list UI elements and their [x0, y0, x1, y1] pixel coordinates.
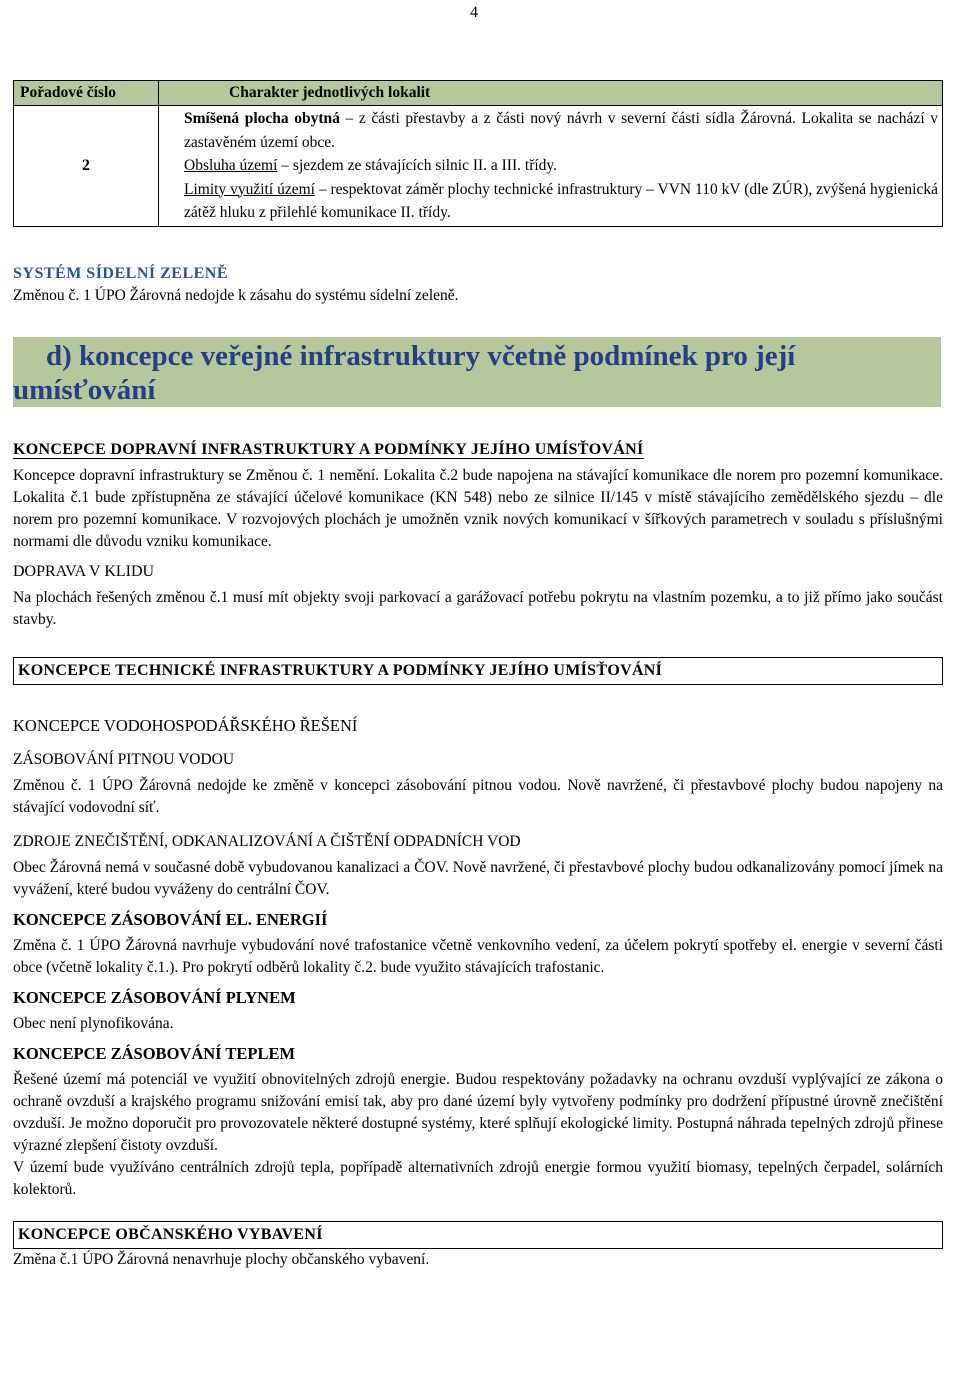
- service-label: Obsluha území: [184, 157, 278, 174]
- heat-text-1: Řešené území má potenciál ve využití obnovitelných zdrojů energie. Budou respektovány požadavky na ochranu ovzduší vyplývající ze zákona o ochraně ovzduší a krajského programu snižování emisí tak, aby pro dané území byly vytvořeny podmínky pro dodržení přípustné úrovně znečištění ovzduší. Je možno doporučit pro provozovatele některé dostupné systémy, které splňují ekologické limity. Postupná náhrada tepelných zdrojů přinese výrazné zlepšení čistoty ovzduší.: [13, 1070, 943, 1154]
- page-number: 4: [470, 4, 478, 21]
- civic-heading: KONCEPCE OBČANSKÉHO VYBAVENÍ: [13, 1221, 943, 1249]
- electricity-text: Změna č. 1 ÚPO Žárovná navrhuje vybudování nové trafostanice včetně venkovního vedení, za účelem pokrytí spotřeby el. energie v severní části obce (včetně lokality č.1.). Pro pokrytí odběrů lokality č.2. bude využito stávajících trafostanic.: [13, 936, 943, 976]
- chapter-heading: d) koncepce veřejné infrastruktury včetně podmínek pro její umísťování: [13, 337, 941, 407]
- technical-heading: KONCEPCE TECHNICKÉ INFRASTRUKTURY A PODMÍNKY JEJÍHO UMÍSŤOVÁNÍ: [13, 657, 943, 685]
- sewage-heading: ZDROJE ZNEČIŠTĚNÍ, ODKANALIZOVÁNÍ A ČIŠTĚNÍ ODPADNÍCH VOD: [13, 832, 521, 850]
- limits-label: Limity využití území: [184, 180, 315, 198]
- greenery-text: Změnou č. 1 ÚPO Žárovná nedojde k zásahu do systému sídelní zeleně.: [13, 286, 459, 304]
- heat-heading: KONCEPCE ZÁSOBOVÁNÍ TEPLEM: [13, 1043, 296, 1063]
- electricity-heading: KONCEPCE ZÁSOBOVÁNÍ EL. ENERGIÍ: [13, 909, 328, 929]
- water-heading: KONCEPCE VODOHOSPODÁŘSKÉHO ŘEŠENÍ: [13, 715, 358, 735]
- transport-text: Koncepce dopravní infrastruktury se Změnou č. 1 nemění. Lokalita č.2 bude napojena na stávající komunikace dle norem pro pozemní komunikace. Lokalita č.1 bude zpřístupněna ze stávající účelové komunikace (KN 548) nebo ze silnice II/145 v místě stávajícího zemědělského sjezdu – dle norem pro pozemní komunikace. V rozvojových plochách je umožněn vznik nových komunikací v šířkových parametrech v souladu s příslušnými normami dle důvodu vzniku komunikace.: [13, 466, 943, 550]
- parking-text: Na plochách řešených změnou č.1 musí mít objekty svoji parkovací a garážovací potřebu pokrytu na vlastním pozemku, a to již přímo jako součást stavby.: [13, 588, 943, 628]
- locality-table: [13, 80, 943, 227]
- locality-description: Smíšená plocha obytná – z části přestavby a z části nový návrh v severní části sídla Žárovná. Lokalita se nachází v zastavěném území obce. Obsluha území – sjezdem ze stávajících silnic II. a III. třídy. Limity využití území – respektovat záměr plochy technické infrastruktury – VVN 110 kV (dle ZÚR), zvýšená hygienická zátěž hluku z přilehlé komunikace II. třídy.: [159, 106, 943, 227]
- document-content: [13, 80, 943, 1271]
- parking-heading: DOPRAVA V KLIDU: [13, 562, 155, 580]
- water-supply-heading: ZÁSOBOVÁNÍ PITNOU VODOU: [13, 750, 235, 768]
- table-row: [14, 106, 943, 227]
- transport-heading: KONCEPCE DOPRAVNÍ INFRASTRUKTURY A PODMÍNKY JEJÍHO UMÍSŤOVÁNÍ: [13, 440, 644, 458]
- table-header-character: Charakter jednotlivých lokalit: [159, 81, 943, 106]
- civic-text: Změna č.1 ÚPO Žárovná nenavrhuje plochy občanského vybavení.: [13, 1250, 430, 1268]
- locality-type: Smíšená plocha obytná: [184, 110, 340, 127]
- gas-heading: KONCEPCE ZÁSOBOVÁNÍ PLYNEM: [13, 987, 296, 1007]
- water-supply-text: Změnou č. 1 ÚPO Žárovná nedojde ke změně v koncepci zásobování pitnou vodou. Nově navržené, či přestavbové plochy budou napojeny na stávající vodovodní síť.: [13, 776, 943, 816]
- table-header-order-number: Pořadové číslo: [14, 81, 159, 106]
- greenery-heading: SYSTÉM SÍDELNÍ ZELENĚ: [13, 264, 229, 282]
- sewage-text: Obec Žárovná nemá v současné době vybudovanou kanalizaci a ČOV. Nově navržené, či přestavbové plochy budou odkanalizovány pomocí jímek na vyvážení, které budou vyváženy do centrální ČOV.: [13, 858, 943, 898]
- locality-number: 2: [14, 106, 159, 227]
- gas-text: Obec není plynofikována.: [13, 1014, 174, 1032]
- heat-text-2: V území bude využíváno centrálních zdrojů tepla, popřípadě alternativních zdrojů energie formou využití biomasy, tepelných čerpadel, solárních kolektorů.: [13, 1158, 943, 1198]
